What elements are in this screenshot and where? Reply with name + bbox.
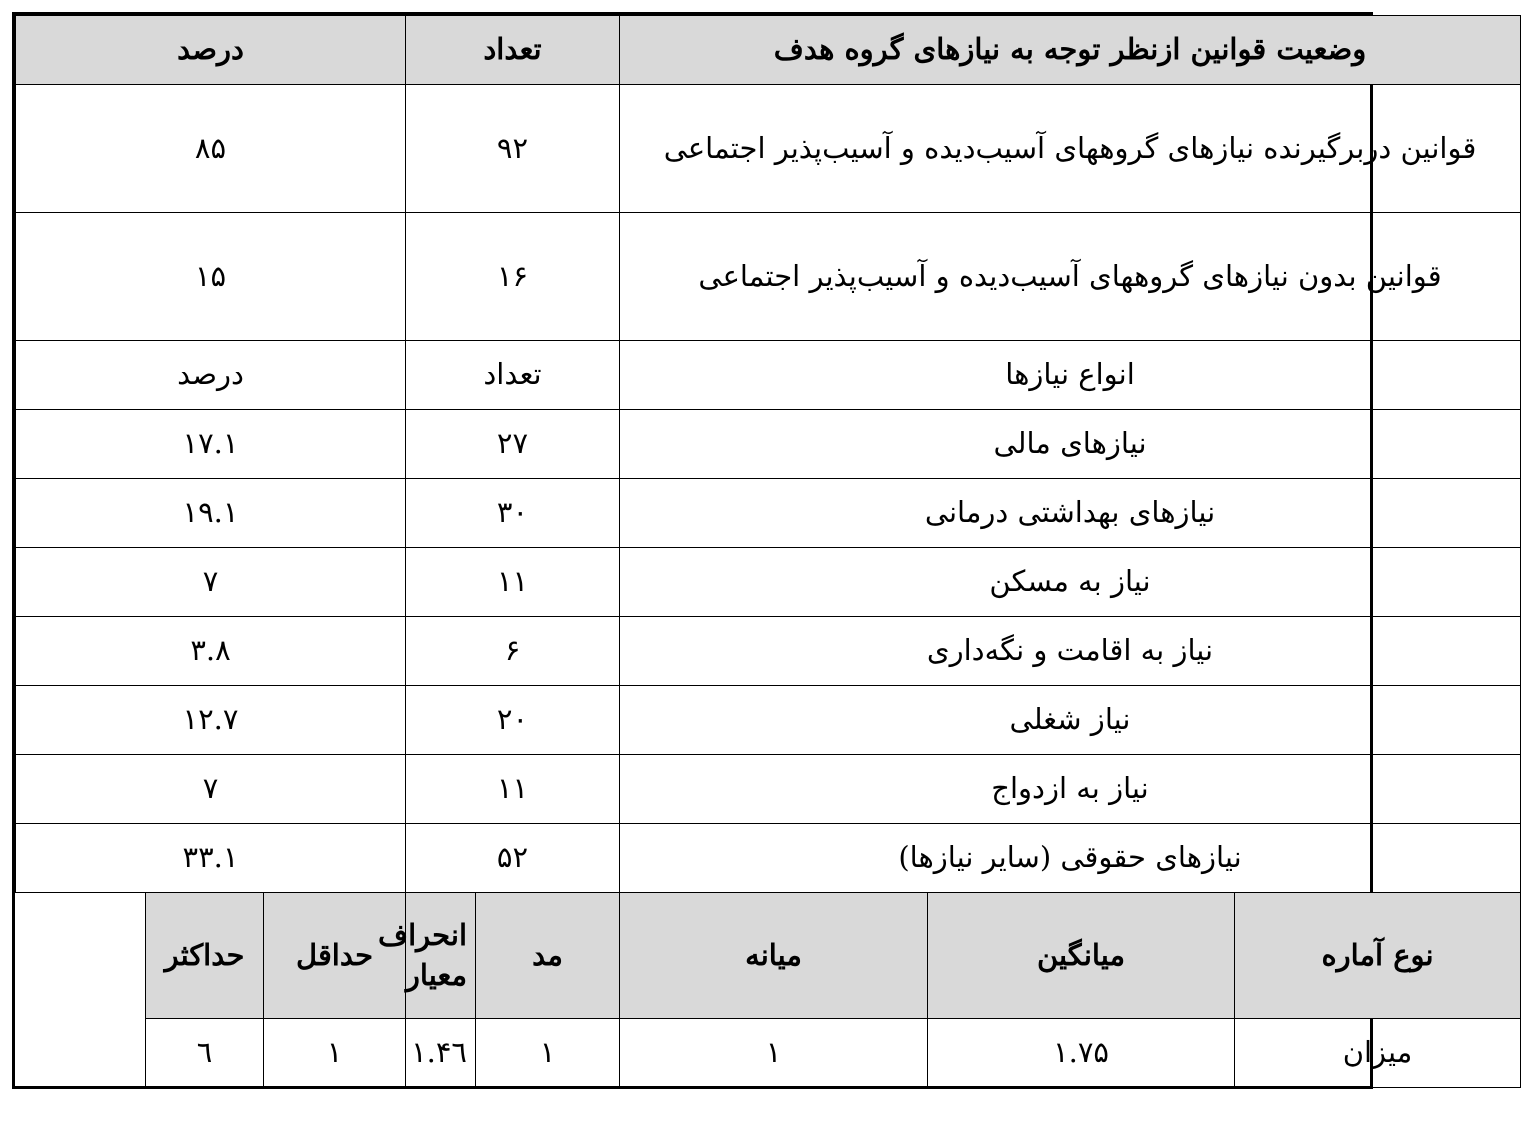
row-count: ۱۱ [406,548,620,617]
median-value: ۱ [620,1019,928,1088]
table-row [16,617,1521,686]
table-row [16,410,1521,479]
table-row [16,824,1521,893]
row-label: نیاز به مسکن [620,548,1521,617]
stat-label: میزان [1235,1019,1521,1088]
row-count: ۲۷ [406,410,620,479]
table-row [16,686,1521,755]
row-label: نیازهای مالی [620,410,1521,479]
mode-header: مد [476,893,620,1019]
row-count: ۱۶ [406,213,620,341]
stats-header-row [16,893,1521,1019]
std-dev-header-line1: انحراف [378,918,468,953]
row-label: نیاز به اقامت و نگه‌داری [620,617,1521,686]
needs-type-header: انواع نیازها [620,341,1521,410]
min-value: ۱ [264,1019,406,1088]
row-percent: ۱۹.۱ [16,479,406,548]
needs-count-header: تعداد [406,341,620,410]
row-count: ۲۰ [406,686,620,755]
needs-subheader-row [16,341,1521,410]
median-header: میانه [620,893,928,1019]
row-count: ۶ [406,617,620,686]
row-percent: ۱۵ [16,213,406,341]
row-label: قوانین بدون نیازهای گروههای آسیب‌دیده و آسیب‌پذیر اجتماعی [620,213,1521,341]
table-row [16,213,1521,341]
std-dev-header-line2: معیار [405,957,468,992]
row-percent: ۷ [16,548,406,617]
row-label: نیاز به ازدواج [620,755,1521,824]
row-label: نیازهای بهداشتی درمانی [620,479,1521,548]
count-header: تعداد [406,16,620,85]
std-dev-value: ۱.۴٦ [406,1019,476,1088]
row-percent: ۱۲.۷ [16,686,406,755]
mean-header: میانگین [928,893,1235,1019]
row-percent: ۱۷.۱ [16,410,406,479]
row-label: نیاز شغلی [620,686,1521,755]
table-row [16,85,1521,213]
row-count: ۱۱ [406,755,620,824]
needs-statistics-table [15,15,1521,1088]
header-row [16,16,1521,85]
mean-value: ۱.۷۵ [928,1019,1235,1088]
row-percent: ۳.۸ [16,617,406,686]
row-count: ۵۲ [406,824,620,893]
needs-percent-header: درصد [16,341,406,410]
mode-value: ۱ [476,1019,620,1088]
max-header: حداکثر [146,893,264,1019]
stats-values-row [16,1019,1521,1088]
percent-header: درصد [16,16,406,85]
stat-type-header: نوع آماره [1235,893,1521,1019]
row-percent: ۳۳.۱ [16,824,406,893]
std-dev-header [378,893,476,1019]
max-value: ٦ [146,1019,264,1088]
table-row [16,479,1521,548]
row-label: نیازهای حقوقی (سایر نیازها) [620,824,1521,893]
table-row [16,548,1521,617]
row-percent: ۷ [16,755,406,824]
row-percent: ۸۵ [16,85,406,213]
table-row [16,755,1521,824]
row-count: ۹۲ [406,85,620,213]
status-header: وضعیت قوانین ازنظر توجه به نیازهای گروه هدف [620,16,1521,85]
row-count: ۳۰ [406,479,620,548]
statistics-table-frame [12,12,1477,1089]
row-label: قوانین دربرگیرنده نیازهای گروههای آسیب‌دیده و آسیب‌پذیر اجتماعی [620,85,1521,213]
min-header: حداقل [264,893,406,1019]
